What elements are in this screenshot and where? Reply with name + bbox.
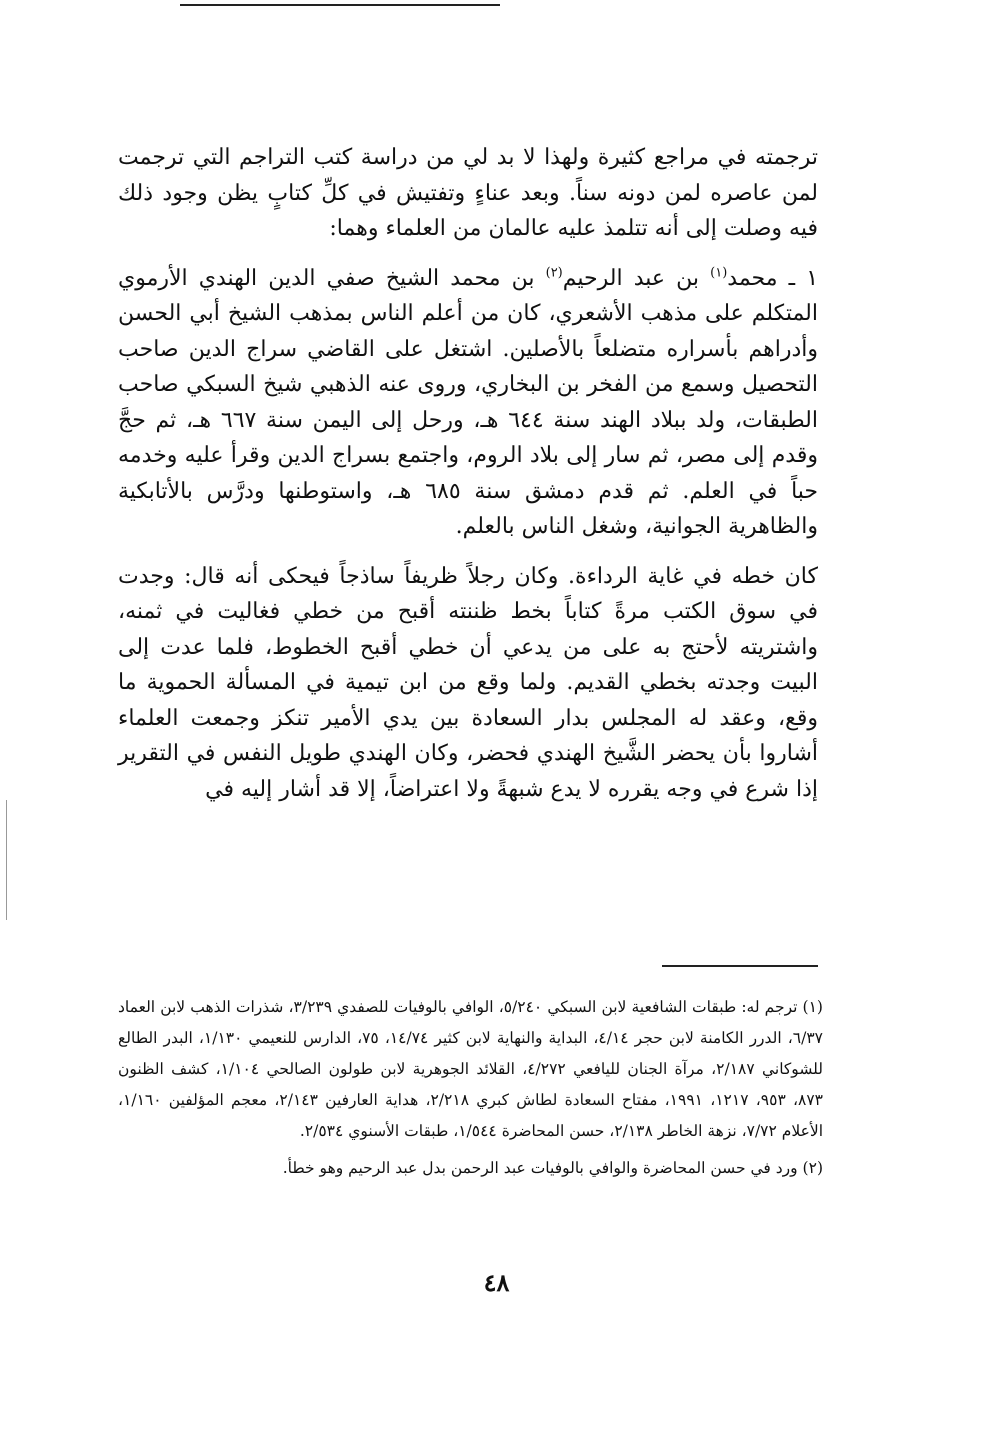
footnote-ref-1[interactable]: (١) xyxy=(710,265,728,281)
footnotes xyxy=(118,992,823,1190)
paragraph-biography xyxy=(118,261,818,545)
page-number: ٤٨ xyxy=(483,1268,510,1297)
footnote-ref-2[interactable]: (٢) xyxy=(545,265,563,281)
biography-name: ١ ـ محمد xyxy=(727,265,819,291)
footnote-separator xyxy=(662,965,818,967)
biography-text: بن محمد الشيخ صفي الدين الهندي الأرموي المتكلم على مذهب الأشعري، كان من أعلم الناس بمذهب الشيخ أبي الحسن وأدراهم بأسراره متضلعاً بالأصلين. اشتغل على القاضي سراج الدين صاحب التحصيل وسمع من الفخر بن البخاري، وروى عنه الذهبي شيخ السبكي صاحب الطبقات، ولد ببلاد الهند سنة ٦٤٤ هـ، ورحل إلى اليمن سنة ٦٦٧ هـ، ثم حجَّ وقدم إلى مصر، ثم سار إلى بلاد الروم، واجتمع بسراج الدين وقرأ عليه وخدمه حباً في العلم. ثم قدم دمشق سنة ٦٨٥ هـ، واستوطنها ودرَّس بالأتابكية والظاهرية الجوانية، وشغل الناس بالعلم. xyxy=(118,265,819,539)
paragraph-intro: ترجمته في مراجع كثيرة ولهذا لا بد لي من دراسة كتب التراجم التي ترجمت لمن عاصره لمن دونه سناً. وبعد عناءٍ وتفتيش في كلِّ كتابٍ يظن وجود ذلك فيه وصلت إلى أنه تتلمذ عليه عالمان من العلماء وهما: xyxy=(118,145,818,241)
paragraph-anecdote: كان خطه في غاية الرداءة. وكان رجلاً ظريفاً ساذجاً فيحكى أنه قال: وجدت في سوق الكتب مرةً كتاباً بخط ظننته أقبح من خطي فغاليت في ثمنه، واشتريته لأحتج به على من يدعي أن خطي أقبح الخطوط، فلما عدت إلى البيت وجدته بخطي القديم. ولما وقع من ابن تيمية في المسألة الحموية ما وقع، وعقد له المجلس بدار السعادة بين يدي الأمير تنكز وجمعت العلماء أشاروا بأن يحضر الشَّيخ الهندي فحضر، وكان الهندي طويل النفس في التقرير إذا شرع في وجه يقرره لا يدع شبهةً ولا اعتراضاً، إلا قد أشار إليه في xyxy=(118,563,818,802)
footnote-1: (١) ترجم له: طبقات الشافعية لابن السبكي ٥/٢٤٠، الوافي بالوفيات للصفدي ٣/٢٣٩، شذرات الذهب لابن العماد ٦/٣٧، الدرر الكامنة لابن حجر ٤/١٤، البداية والنهاية لابن كثير ١٤/٧٤، ٧٥، الدارس للنعيمي ١/١٣٠، البدر الطالع للشوكاني ٢/١٨٧، مرآة الجنان لليافعي ٤/٢٧٢، القلائد الجوهرية لابن طولون الصالحي ١/١٠٤، كشف الظنون ٨٧٣، ٩٥٣، ١٢١٧، ١٩٩١، مفتاح السعادة لطاش كبري ٢/٢١٨، هداية العارفين ٢/١٤٣، معجم المؤلفين ١/١٦٠، الأعلام ٧/٧٢، نزهة الخاطر ٢/١٣٨، حسن المحاضرة ١/٥٤٤، طبقات الأسنوي ٢/٥٣٤. xyxy=(118,998,824,1140)
footnote-2: (٢) ورد في حسن المحاضرة والوافي بالوفيات عبد الرحمن بدل عبد الرحيم وهو خطأ. xyxy=(282,1159,823,1177)
main-text xyxy=(118,140,818,807)
header-rule xyxy=(180,4,500,6)
margin-mark xyxy=(6,800,9,920)
biography-father: بن عبد الرحيم xyxy=(562,265,711,291)
